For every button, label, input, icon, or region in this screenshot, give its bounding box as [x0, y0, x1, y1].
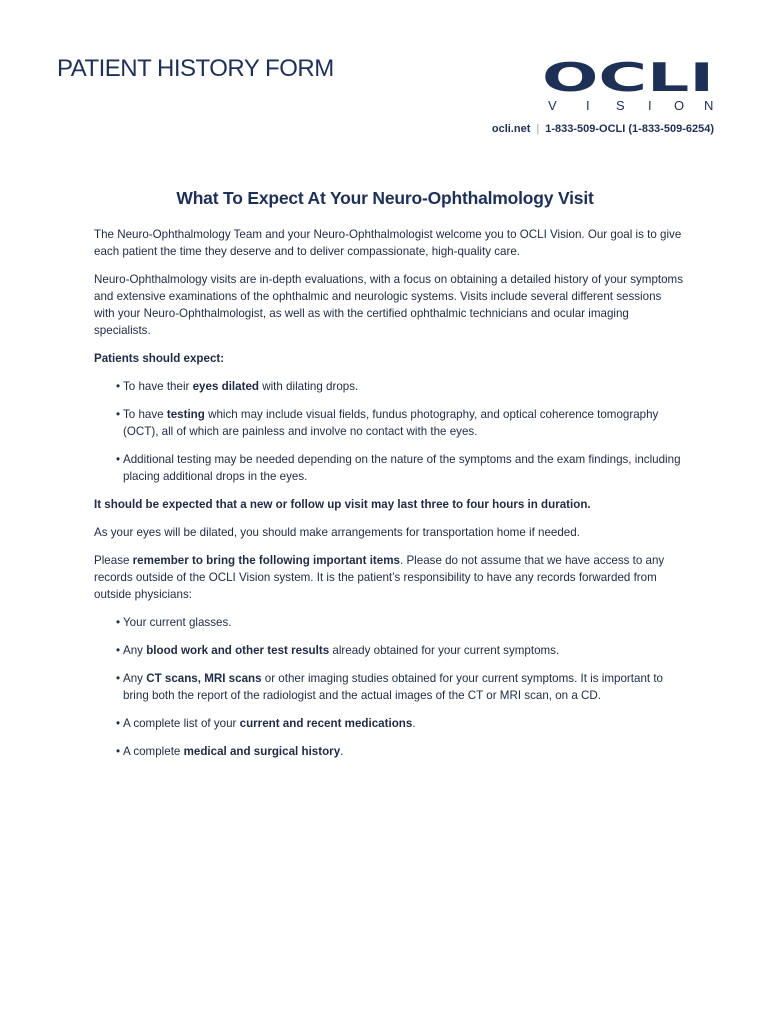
page-heading: What To Expect At Your Neuro-Ophthalmology Visit: [176, 188, 594, 208]
list-item: • Additional testing may be needed depending on the nature of the symptoms and the exam findings, including placing additional drops in the eyes.: [116, 453, 681, 483]
list-item: • Any blood work and other test results already obtained for your current symptoms.: [116, 644, 560, 657]
dilation-note: As your eyes will be dilated, you should make arrangements for transportation home if needed.: [94, 526, 580, 539]
expect-list: [94, 378, 684, 485]
website-link[interactable]: ocli.net: [491, 123, 531, 135]
svg-text:S: S: [616, 98, 625, 113]
phone-number[interactable]: 1-833-509-OCLI (1-833-509-6254): [545, 123, 714, 135]
bring-list: [94, 614, 684, 760]
svg-text:V: V: [548, 98, 557, 113]
bullet-icon: •: [116, 717, 121, 730]
bullet-icon: •: [116, 408, 121, 421]
ocli-vision-logo: [540, 58, 718, 114]
list-item: • Any CT scans, MRI scans or other imaging studies obtained for your current symptoms. It is important to bring both the report of the radiologist and the actual images of the CT or MRI scan, on a CD.: [116, 672, 663, 702]
visits-paragraph: Neuro-Ophthalmology visits are in-depth evaluations, with a focus on obtaining a detailed history of your symptoms and extensive examinations of the ophthalmic and neurologic systems. Visits include several different sessions with your Neuro-Ophthalmologist, as well as with the certified ophthalmic technicians and ocular imaging specialists.: [94, 273, 684, 337]
bullet-icon: •: [116, 672, 121, 685]
document-body: [94, 226, 684, 771]
list-item: • To have testing which may include visual fields, fundus photography, and optical coherence tomography (OCT), all of which are painless and involve no contact with the eyes.: [116, 408, 659, 438]
bullet-icon: •: [116, 380, 121, 393]
svg-text:I: I: [586, 98, 590, 113]
duration-note: It should be expected that a new or follow up visit may last three to four hours in duration.: [94, 498, 591, 511]
bullet-icon: •: [116, 616, 121, 629]
svg-text:N: N: [704, 98, 714, 113]
expect-label: Patients should expect:: [94, 352, 225, 365]
list-item: • A complete list of your current and recent medications.: [116, 717, 416, 730]
bullet-icon: •: [116, 644, 121, 657]
divider: |: [536, 123, 540, 135]
form-title: PATIENT HISTORY FORM: [57, 55, 334, 82]
svg-text:I: I: [648, 98, 652, 113]
list-item: • A complete medical and surgical history.: [116, 745, 344, 758]
bullet-icon: •: [116, 745, 121, 758]
contact-line: [492, 123, 714, 135]
svg-text:OCLI: OCLI: [542, 58, 714, 101]
bullet-icon: •: [116, 453, 121, 466]
intro-paragraph: The Neuro-Ophthalmology Team and your Neuro-Ophthalmologist welcome you to OCLI Vision. Our goal is to give each patient the time they deserve and to deliver compassionate, high-quality care.: [94, 228, 682, 258]
svg-text:O: O: [674, 98, 685, 113]
list-item: • To have their eyes dilated with dilating drops.: [116, 380, 359, 393]
bring-paragraph: Please remember to bring the following important items. Please do not assume that we have access to any records outside of the OCLI Vision system. It is the patient’s responsibility to have any records forwarded from outside physicians:: [94, 554, 665, 601]
list-item: • Your current glasses.: [116, 616, 232, 629]
